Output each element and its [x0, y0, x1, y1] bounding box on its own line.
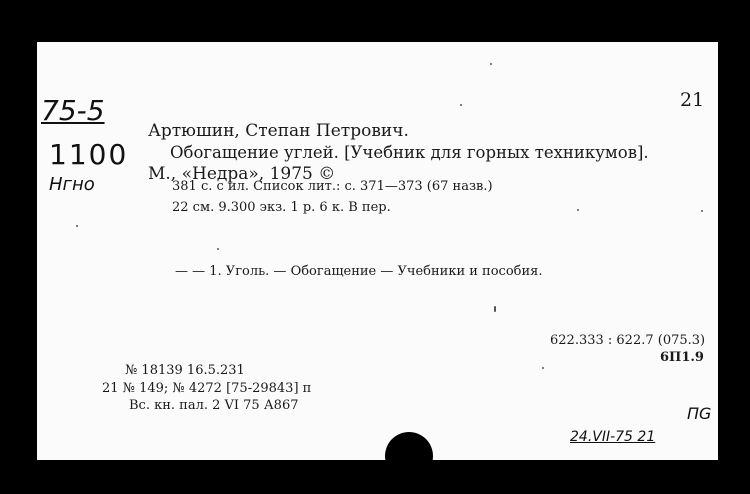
speck	[542, 367, 544, 369]
speck	[494, 306, 496, 312]
card-number: 21	[680, 89, 705, 111]
handwritten-code: 75-5	[41, 94, 105, 127]
handwritten-initials: Нгно	[49, 174, 95, 195]
pages-line: 381 с. с ил. Список лит.: с. 371—373 (67 назв.)	[172, 179, 493, 194]
size-line: 22 см. 9.300 экз. 1 р. 6 к. В пер.	[172, 200, 391, 215]
handwritten-number: 1100	[49, 138, 129, 171]
bbk-index: 6П1.9	[660, 350, 704, 365]
speck	[490, 63, 492, 65]
handwritten-corner-mark: ПG	[687, 404, 712, 423]
publisher-line: М., «Недра», 1975 ©	[148, 164, 336, 184]
catalog-card	[37, 42, 718, 460]
udc-index: 622.333 : 622.7 (075.3)	[550, 333, 706, 348]
speck	[217, 248, 219, 250]
subjects-line: — — 1. Уголь. — Обогащение — Учебники и пособия.	[175, 264, 543, 279]
author-heading: Артюшин, Степан Петрович.	[148, 121, 409, 141]
speck	[76, 225, 78, 227]
speck	[577, 209, 579, 211]
speck	[460, 104, 462, 106]
punch-hole	[385, 432, 433, 480]
title-line: Обогащение углей. [Учебник для горных техникумов].	[170, 143, 649, 162]
registration-line-3: Вс. кн. пал. 2 VI 75 А867	[129, 398, 299, 413]
registration-line-1: № 18139 16.5.231	[125, 363, 245, 378]
handwritten-date-note: 24.VII-75 21	[570, 429, 656, 445]
speck	[701, 210, 703, 212]
registration-line-2: 21 № 149; № 4272 [75-29843] п	[102, 381, 312, 396]
